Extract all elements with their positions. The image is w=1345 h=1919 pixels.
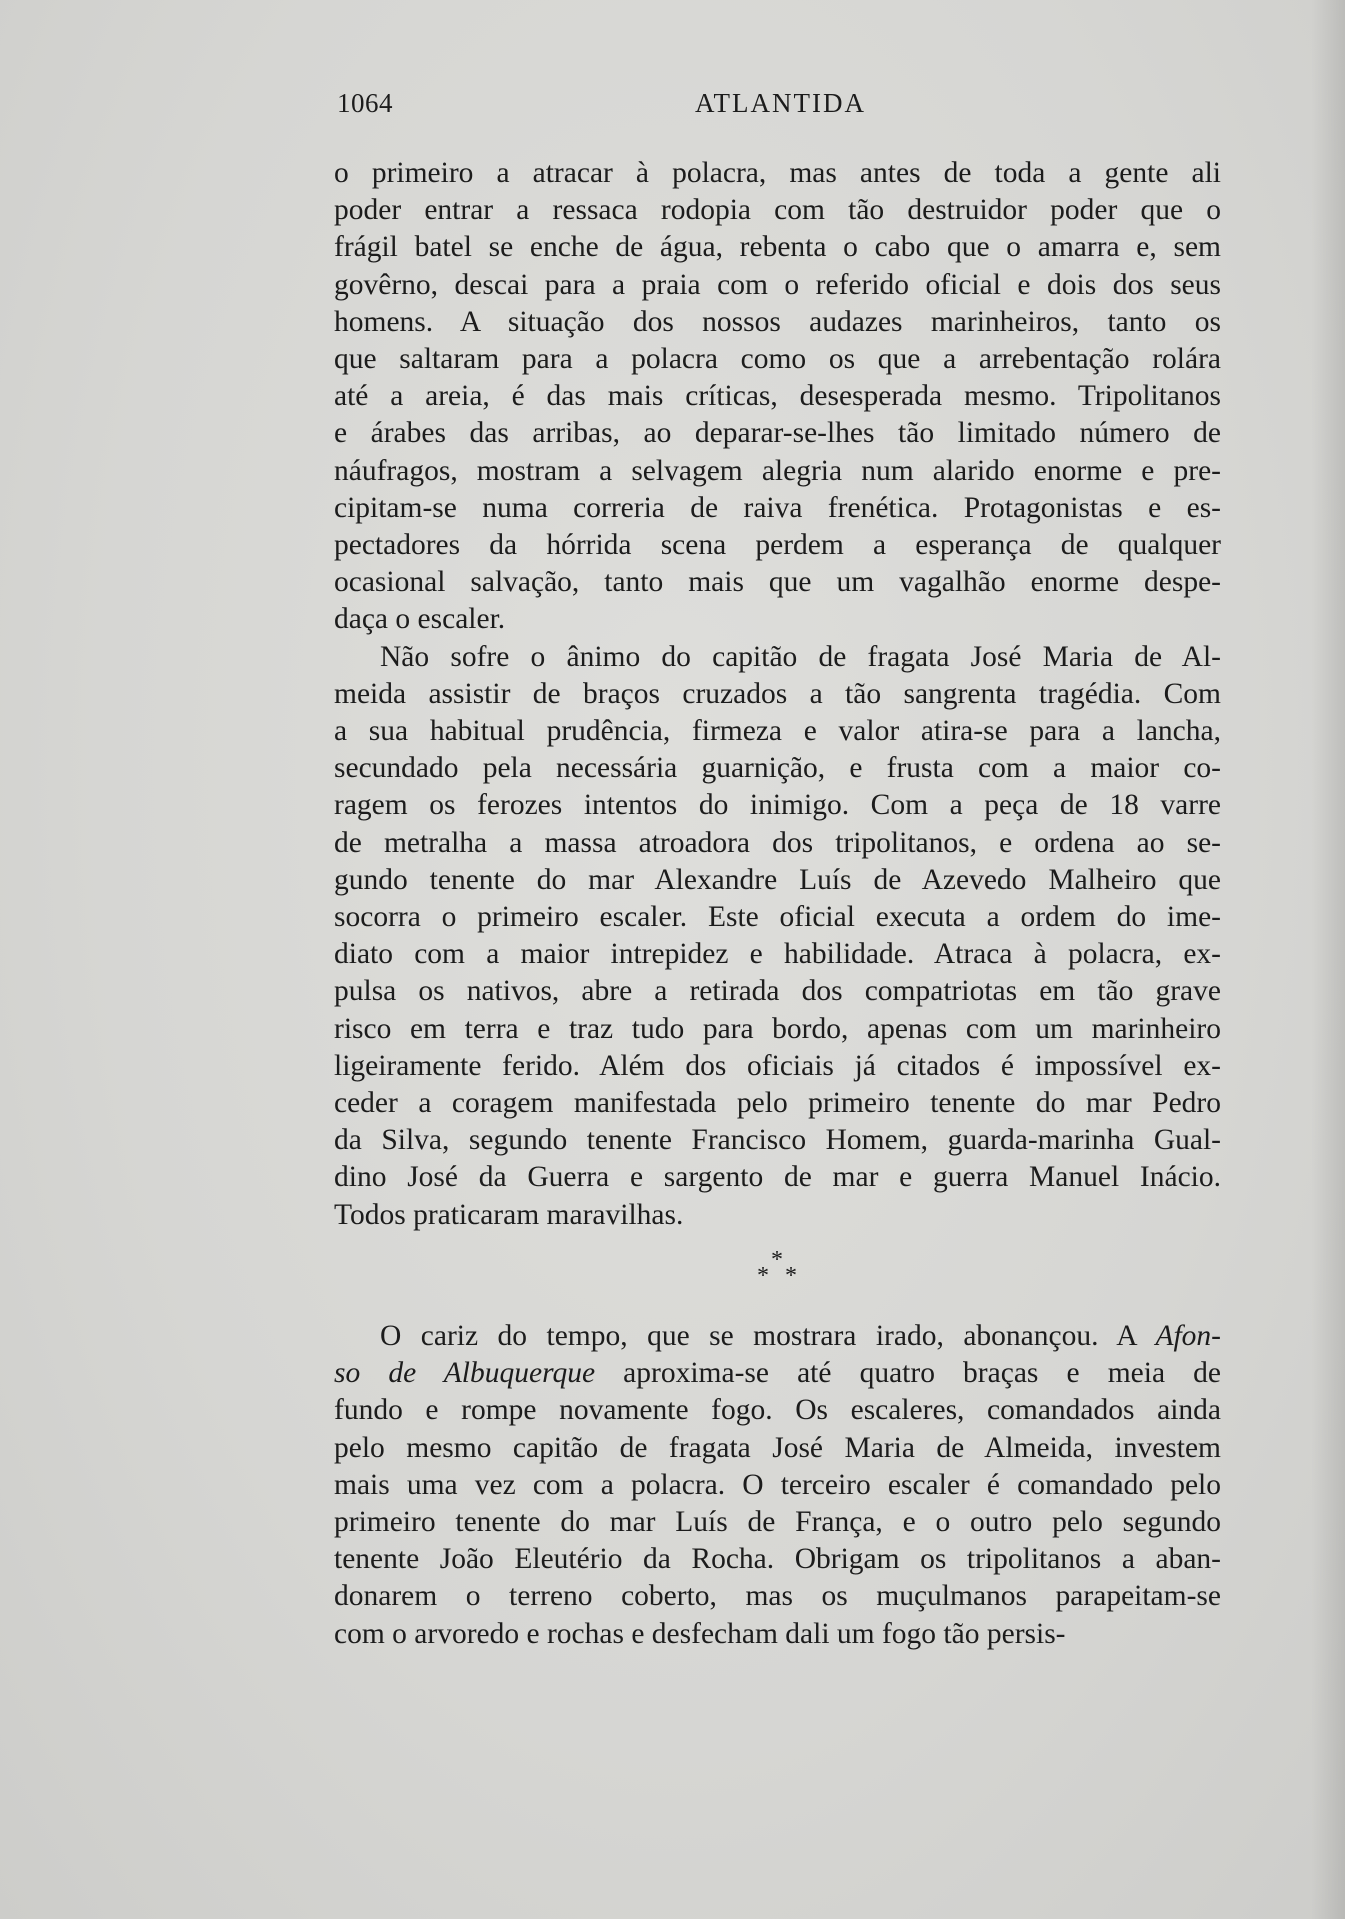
italic-ship-name: so de Albuquerque	[334, 1357, 596, 1390]
text-line: Não sofre o ânimo do capitão de fragata José Maria de Al-	[380, 640, 1221, 673]
text-line: socorra o primeiro escaler. Este oficial executa a ordem do ime-	[334, 901, 1221, 934]
text-line: frágil batel se enche de água, rebenta o cabo que o amarra e, sem	[334, 231, 1221, 264]
text-line: ragem os ferozes intentos do inimigo. Com a peça de 18 varre	[334, 789, 1221, 822]
text-line: O cariz do tempo, que se mostrara irado, abonançou. A Afon-	[380, 1319, 1221, 1352]
text-line: náufragos, mostram a selvagem alegria num alarido enorme e pre-	[334, 454, 1221, 487]
text-line: até a areia, é das mais críticas, desesperada mesmo. Tripolitanos	[334, 380, 1221, 413]
text-line: ceder a coragem manifestada pelo primeiro tenente do mar Pedro	[334, 1087, 1221, 1120]
text-line: risco em terra e traz tudo para bordo, apenas com um marinheiro	[334, 1012, 1221, 1045]
paragraph-3-lines	[334, 1392, 1221, 1652]
text-line: diato com a maior intrepidez e habilidade. Atraca à polacra, ex-	[334, 938, 1221, 971]
text-line: pelo mesmo capitão de fragata José Maria de Almeida, investem	[334, 1431, 1221, 1464]
text-line: de metralha a massa atroadora dos tripolitanos, e ordena ao se-	[334, 826, 1221, 859]
text-line: meida assistir de braços cruzados a tão sangrenta tragédia. Com	[334, 677, 1221, 710]
text-line: pulsa os nativos, abre a retirada dos compatriotas em tão grave	[334, 975, 1221, 1008]
text-line: com o arvoredo e rochas e desfecham dali um fogo tão persis-	[334, 1617, 1066, 1650]
running-title: ATLANTIDA	[695, 88, 866, 118]
text-line: fundo e rompe novamente fogo. Os escaleres, comandados ainda	[334, 1394, 1221, 1427]
text-line: secundado pela necessária guarnição, e frusta com a maior co-	[334, 752, 1221, 785]
text-line: e árabes das arribas, ao deparar-se-lhes tão limitado número de	[334, 417, 1221, 450]
text-line: dino José da Guerra e sargento de mar e guerra Manuel Inácio.	[334, 1161, 1221, 1194]
text-line: mais uma vez com a polacra. O terceiro escaler é comandado pelo	[334, 1468, 1221, 1501]
section-separator	[334, 1238, 1221, 1318]
text-line: o primeiro a atracar à polacra, mas antes de toda a gente ali	[334, 157, 1221, 189]
text-line: poder entrar a ressaca rodopia com tão destruidor poder que o	[334, 194, 1221, 227]
running-head	[337, 88, 1227, 128]
text-line: ligeiramente ferido. Além dos oficiais já citados é impossível ex-	[334, 1049, 1221, 1082]
text-line: govêrno, descai para a praia com o referido oficial e dois dos seus	[334, 268, 1221, 301]
asterism-star-left: *	[757, 1262, 769, 1289]
text-line: a sua habitual prudência, firmeza e valor atira-se para a lancha,	[334, 715, 1221, 748]
text-line: homens. A situação dos nossos audazes marinheiros, tanto os	[334, 305, 1221, 338]
body-text	[334, 155, 1221, 1653]
paragraph-2	[334, 639, 1221, 1234]
text-line: so de Albuquerque aproxima-se até quatro braças e meia de	[334, 1357, 1221, 1390]
paragraph-1	[334, 155, 1221, 639]
text-line: pectadores da hórrida scena perdem a esperança de qualquer	[334, 529, 1221, 562]
paragraph-3	[334, 1318, 1221, 1653]
text-line: gundo tenente do mar Alexandre Luís de Azevedo Malheiro que	[334, 863, 1221, 896]
text-line: que saltaram para a polacra como os que a arrebentação rolára	[334, 343, 1221, 376]
italic-ship-name: Afon-	[1155, 1319, 1221, 1352]
asterism-star-top: *	[771, 1246, 783, 1273]
text-line: primeiro tenente do mar Luís de França, e o outro pelo segundo	[334, 1505, 1221, 1538]
page-edge-shadow	[1311, 0, 1345, 1919]
page-number: 1064	[337, 88, 393, 118]
text-line: tenente João Eleutério da Rocha. Obrigam os tripolitanos a aban-	[334, 1543, 1221, 1576]
text-line: Todos praticaram maravilhas.	[334, 1198, 684, 1231]
text-line: daça o escaler.	[334, 603, 506, 636]
asterism-star-right: *	[785, 1262, 797, 1289]
text-line: donarem o terreno coberto, mas os muçulmanos parapeitam-se	[334, 1580, 1221, 1613]
text-line: ocasional salvação, tanto mais que um vagalhão enorme despe-	[334, 566, 1221, 599]
text-line: da Silva, segundo tenente Francisco Homem, guarda-marinha Gual-	[334, 1124, 1221, 1157]
text-line: cipitam-se numa correria de raiva frenética. Protagonistas e es-	[334, 491, 1221, 524]
